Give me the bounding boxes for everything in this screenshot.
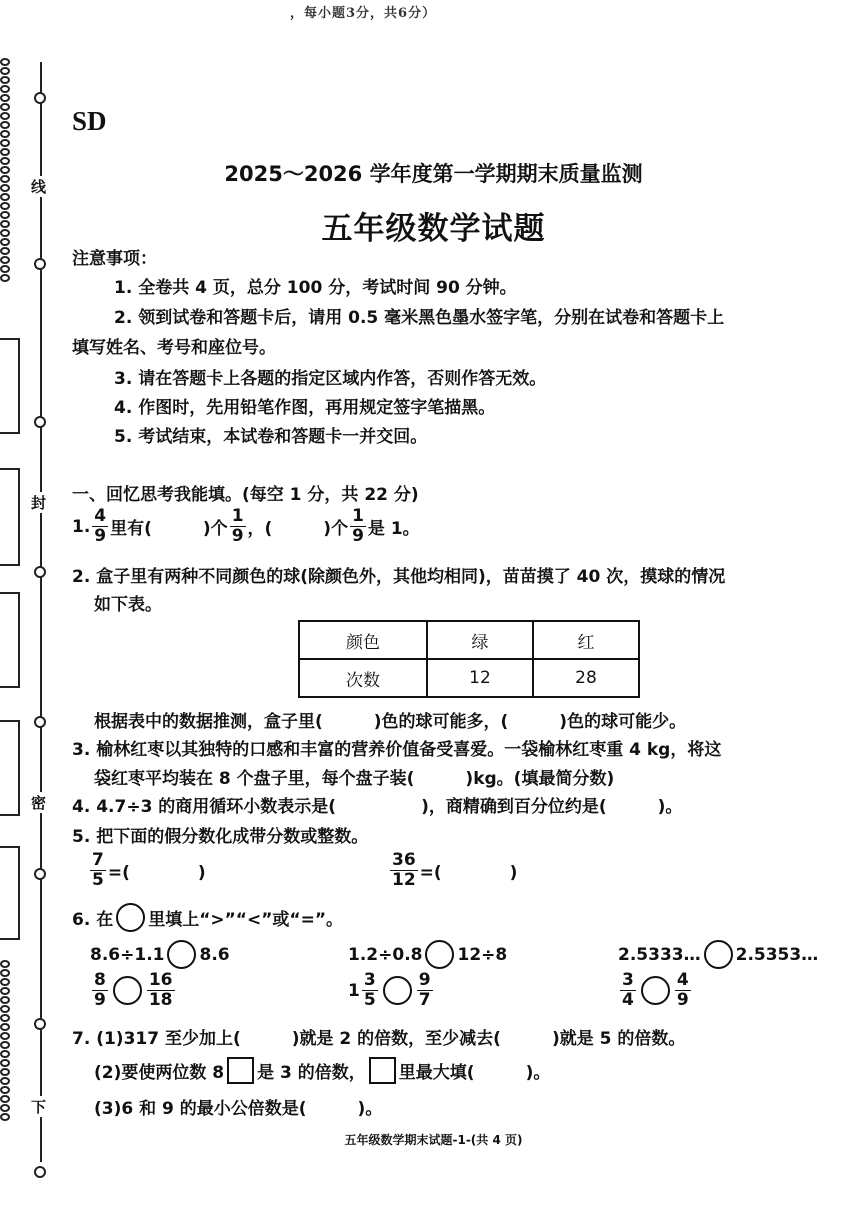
compare-circle[interactable] xyxy=(167,940,196,969)
question-4: 4. 4.7÷3 的商用循环小数表示是( )，商精确到百分位约是( )。 xyxy=(72,797,683,817)
question-7-line: (3)6 和 9 的最小公倍数是( )。 xyxy=(94,1099,383,1119)
paper-code: SD xyxy=(72,106,107,136)
fraction: $\frac{36}{12}$ xyxy=(392,850,416,890)
table-cell: 12 xyxy=(427,659,533,697)
question-5a xyxy=(88,852,206,889)
table-cell: 绿 xyxy=(427,621,533,659)
notice-item: 4. 作图时，先用铅笔作图，再用规定签字笔描黑。 xyxy=(114,398,496,418)
compare-circle[interactable] xyxy=(383,976,412,1005)
fraction: $\frac{1}{9}$ xyxy=(231,506,244,546)
info-box xyxy=(0,592,20,688)
fraction: $\frac{7}{5}$ xyxy=(92,850,104,890)
exam-title: 2025～2026 学年度第一学期期末质量监测 xyxy=(224,162,643,186)
notice-heading: 注意事项： xyxy=(72,249,157,269)
question-7-line: (2)要使两位数 8 是 3 的倍数， 里最大填( )。 xyxy=(94,1057,550,1084)
binding-char: 封 xyxy=(31,494,47,512)
binding-mark xyxy=(34,1166,46,1178)
question-text: ，( )个 xyxy=(247,519,349,539)
question-6-title: 6. 在 里填上“>”“<”或“=”。 xyxy=(72,903,343,932)
page-footer: 五年级数学期末试题-1-(共 4 页) xyxy=(344,1133,523,1147)
question-1 xyxy=(72,508,420,545)
question-3-line: 袋红枣平均装在 8 个盘子里，每个盘子装( )kg。(填最简分数) xyxy=(94,769,615,789)
compare-item: $\frac{8}{9}$ $\frac{16}{18}$ xyxy=(94,970,173,1010)
table-row xyxy=(299,659,639,697)
compare-circle[interactable] xyxy=(425,940,454,969)
compare-circle[interactable] xyxy=(641,976,670,1005)
question-text: 里有( )个 xyxy=(110,519,228,539)
question-2-line: 根据表中的数据推测，盒子里( )色的球可能多，( )色的球可能少。 xyxy=(94,712,687,732)
binding-mark xyxy=(34,566,46,578)
compare-item: $\frac{3}{4}$ $\frac{4}{9}$ xyxy=(622,970,689,1010)
compare-circle[interactable] xyxy=(113,976,142,1005)
table-cell: 红 xyxy=(533,621,639,659)
binding-mark xyxy=(34,716,46,728)
fraction: $\frac{1}{9}$ xyxy=(352,506,364,546)
digit-box[interactable] xyxy=(369,1057,396,1084)
question-text: =( ) xyxy=(419,863,518,883)
subject-title: 五年级数学试题 xyxy=(321,211,546,247)
notice-item: 2. 领到试卷和答题卡后，请用 0.5 毫米黑色墨水签字笔，分别在试卷和答题卡上 xyxy=(114,308,725,328)
question-2-line: 2. 盒子里有两种不同颜色的球(除颜色外，其他均相同)，苗苗摸了 40 次，摸球的情况 xyxy=(72,567,726,587)
notice-item: 填写姓名、考号和座位号。 xyxy=(72,338,276,358)
question-3-line: 3. 榆林红枣以其独特的口感和丰富的营养价值备受喜爱。一袋榆林红枣重 4 kg，将这 xyxy=(72,740,722,760)
compare-item: 1.2÷0.8 12÷8 xyxy=(348,940,507,969)
compare-circle[interactable] xyxy=(704,940,733,969)
question-text: 是 1。 xyxy=(367,519,420,539)
fraction: $\frac{4}{9}$ xyxy=(94,506,107,546)
table-row xyxy=(299,621,639,659)
info-box xyxy=(0,846,20,940)
info-box xyxy=(0,338,20,434)
binding-char: 下 xyxy=(31,1098,47,1116)
notice-item: 3. 请在答题卡上各题的指定区域内作答，否则作答无效。 xyxy=(114,369,547,389)
ball-count-table xyxy=(298,620,640,698)
compare-item: 2.5333… 2.5353… xyxy=(618,940,818,969)
binding-mark xyxy=(34,92,46,104)
binding-char: 密 xyxy=(31,794,47,812)
binding-mark xyxy=(34,258,46,270)
cropped-header-text: ，每小题3分，共6分） xyxy=(290,6,437,21)
info-box xyxy=(0,720,20,816)
question-number: 1. xyxy=(72,516,91,537)
section-title: 一、回忆思考我能填。(每空 1 分，共 22 分) xyxy=(72,485,419,505)
compare-item: 1 $\frac{3}{5}$ $\frac{9}{7}$ xyxy=(348,970,431,1010)
digit-box[interactable] xyxy=(227,1057,254,1084)
binding-char: 线 xyxy=(31,178,47,196)
binding-holes-bottom xyxy=(0,960,12,1122)
info-box xyxy=(0,468,20,566)
notice-item: 1. 全卷共 4 页，总分 100 分，考试时间 90 分钟。 xyxy=(114,278,517,298)
binding-mark xyxy=(34,1018,46,1030)
table-cell: 颜色 xyxy=(299,621,427,659)
question-5-title: 5. 把下面的假分数化成带分数或整数。 xyxy=(72,827,369,847)
question-text: =( ) xyxy=(107,863,206,883)
table-cell: 28 xyxy=(533,659,639,697)
notice-item: 5. 考试结束，本试卷和答题卡一并交回。 xyxy=(114,427,428,447)
question-5b xyxy=(388,852,517,889)
binding-mark xyxy=(34,868,46,880)
compare-item: 8.6÷1.1 8.6 xyxy=(90,940,230,969)
question-7-line: 7. (1)317 至少加上( )就是 2 的倍数，至少减去( )就是 5 的倍数。 xyxy=(72,1029,686,1049)
binding-mark xyxy=(34,416,46,428)
table-cell: 次数 xyxy=(299,659,427,697)
question-2-line: 如下表。 xyxy=(94,595,162,615)
compare-circle xyxy=(116,903,145,932)
